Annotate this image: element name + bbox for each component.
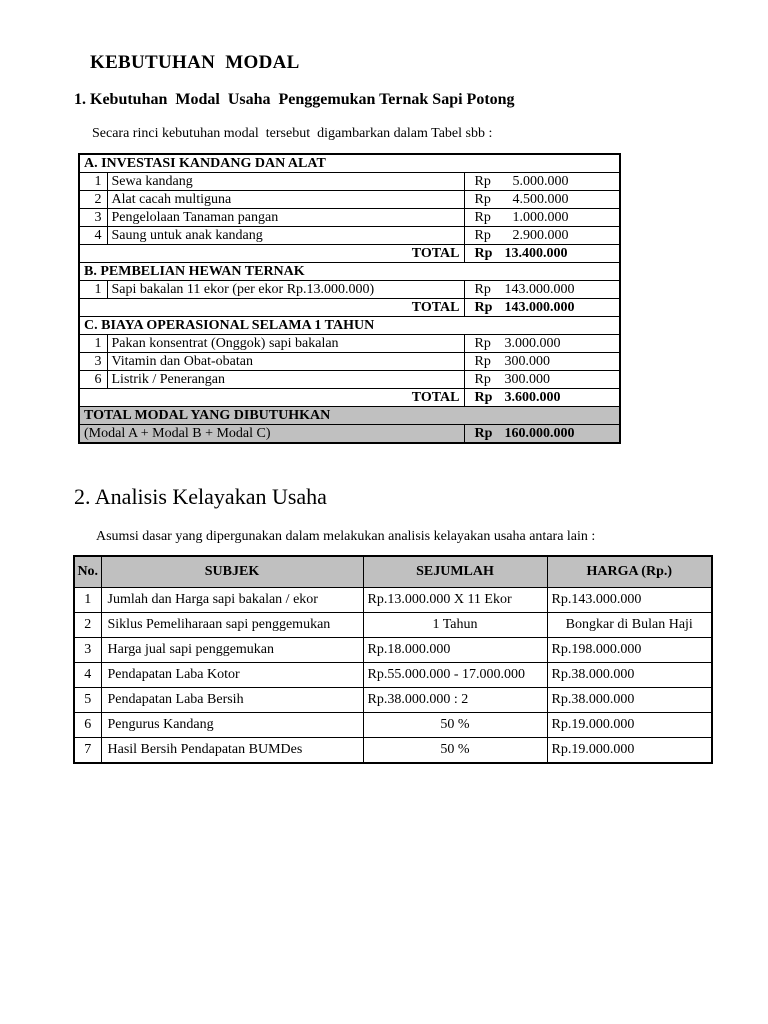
row-no: 5 [74,688,101,713]
row-no: 2 [74,613,101,638]
section-a-header-row [79,154,620,173]
grand-total-formula: (Modal A + Modal B + Modal C) [79,425,464,444]
grand-total-row [79,425,620,444]
table-row [79,173,620,191]
table-row [79,335,620,353]
document-title: KEBUTUHAN MODAL [90,52,300,73]
row-no: 1 [74,588,101,613]
item-amount [464,281,620,299]
amount-value: 13.400.000 [504,246,568,261]
item-desc: Sapi bakalan 11 ekor (per ekor Rp.13.000.000) [107,281,464,299]
column-header-price: HARGA (Rp.) [547,556,712,588]
row-quantity: Rp.38.000.000 : 2 [363,688,547,713]
currency: Rp [474,174,491,189]
item-amount [464,173,620,191]
table-row [74,588,712,613]
row-subject: Jumlah dan Harga sapi bakalan / ekor [101,588,363,613]
section-b-header-row [79,263,620,281]
amount-value: 300.000 [504,372,550,387]
currency: Rp [474,192,491,207]
table-row [74,688,712,713]
row-price: Rp.19.000.000 [547,713,712,738]
table-row [79,281,620,299]
total-label: TOTAL [79,299,464,317]
grand-total-header-row [79,407,620,425]
amount-value: 300.000 [504,354,550,369]
item-desc: Pengelolaan Tanaman pangan [107,209,464,227]
currency: Rp [474,372,491,387]
section-c-header-row [79,317,620,335]
item-desc: Vitamin dan Obat-obatan [107,353,464,371]
amount-value: 160.000.000 [504,426,575,441]
row-subject: Siklus Pemeliharaan sapi penggemukan [101,613,363,638]
row-price: Rp.19.000.000 [547,738,712,764]
total-amount [464,389,620,407]
item-no: 1 [79,281,107,299]
row-quantity: Rp.13.000.000 X 11 Ekor [363,588,547,613]
item-desc: Listrik / Penerangan [107,371,464,389]
row-subject: Pendapatan Laba Bersih [101,688,363,713]
table-row [79,227,620,245]
currency: Rp [474,390,493,405]
currency: Rp [474,336,491,351]
amount-value: 3.000.000 [504,336,561,351]
column-header-no: No. [74,556,101,588]
grand-total-title: TOTAL MODAL YANG DIBUTUHKAN [79,407,620,425]
currency: Rp [474,246,493,261]
table-row [74,713,712,738]
table-row [74,663,712,688]
item-no: 1 [79,335,107,353]
amount-value: 3.600.000 [504,390,561,405]
item-amount [464,191,620,209]
currency: Rp [474,354,491,369]
section-a-title: A. INVESTASI KANDANG DAN ALAT [79,154,620,173]
table-row [79,371,620,389]
total-amount [464,245,620,263]
row-subject: Pendapatan Laba Kotor [101,663,363,688]
currency: Rp [474,300,493,315]
item-desc: Sewa kandang [107,173,464,191]
table-row [79,353,620,371]
row-subject: Hasil Bersih Pendapatan BUMDes [101,738,363,764]
row-quantity: Rp.18.000.000 [363,638,547,663]
currency: Rp [474,282,491,297]
total-amount [464,299,620,317]
section-c-total-row [79,389,620,407]
item-desc: Pakan konsentrat (Onggok) sapi bakalan [107,335,464,353]
table-row [74,638,712,663]
table-row [74,613,712,638]
item-no: 6 [79,371,107,389]
column-header-subject: SUBJEK [101,556,363,588]
capital-needs-table [78,153,621,444]
row-price: Rp.198.000.000 [547,638,712,663]
amount-value: 4.500.000 [512,192,569,207]
amount-value: 143.000.000 [504,300,575,315]
row-price: Bongkar di Bulan Haji [547,613,712,638]
table-row [74,738,712,764]
row-subject: Pengurus Kandang [101,713,363,738]
amount-value: 5.000.000 [512,174,569,189]
item-no: 3 [79,353,107,371]
currency: Rp [474,426,493,441]
column-header-quantity: SEJUMLAH [363,556,547,588]
item-amount [464,335,620,353]
row-price: Rp.143.000.000 [547,588,712,613]
section-2-heading: 2. Analisis Kelayakan Usaha [74,484,327,509]
currency: Rp [474,210,491,225]
item-no: 2 [79,191,107,209]
row-quantity: 50 % [363,738,547,764]
amount-value: 1.000.000 [512,210,569,225]
item-amount [464,353,620,371]
table-row [79,191,620,209]
item-amount [464,209,620,227]
amount-value: 143.000.000 [504,282,575,297]
row-no: 7 [74,738,101,764]
amount-value: 2.900.000 [512,228,569,243]
feasibility-table [73,555,713,764]
item-no: 3 [79,209,107,227]
row-quantity: 50 % [363,713,547,738]
item-amount [464,227,620,245]
row-no: 4 [74,663,101,688]
total-label: TOTAL [79,245,464,263]
currency: Rp [474,228,491,243]
section-b-total-row [79,299,620,317]
item-no: 4 [79,227,107,245]
item-desc: Saung untuk anak kandang [107,227,464,245]
section-1-heading: 1. Kebutuhan Modal Usaha Penggemukan Ternak Sapi Potong [74,91,515,108]
row-subject: Harga jual sapi penggemukan [101,638,363,663]
item-amount [464,371,620,389]
table-header-row [74,556,712,588]
section-c-title: C. BIAYA OPERASIONAL SELAMA 1 TAHUN [79,317,620,335]
row-quantity: Rp.55.000.000 - 17.000.000 [363,663,547,688]
section-1-intro: Secara rinci kebutuhan modal tersebut digambarkan dalam Tabel sbb : [92,126,493,141]
item-no: 1 [79,173,107,191]
row-price: Rp.38.000.000 [547,663,712,688]
section-b-title: B. PEMBELIAN HEWAN TERNAK [79,263,620,281]
section-a-total-row [79,245,620,263]
row-no: 6 [74,713,101,738]
row-no: 3 [74,638,101,663]
grand-total-amount [464,425,620,444]
table-row [79,209,620,227]
total-label: TOTAL [79,389,464,407]
row-quantity: 1 Tahun [363,613,547,638]
item-desc: Alat cacah multiguna [107,191,464,209]
row-price: Rp.38.000.000 [547,688,712,713]
section-2-intro: Asumsi dasar yang dipergunakan dalam melakukan analisis kelayakan usaha antara lain : [96,529,596,544]
